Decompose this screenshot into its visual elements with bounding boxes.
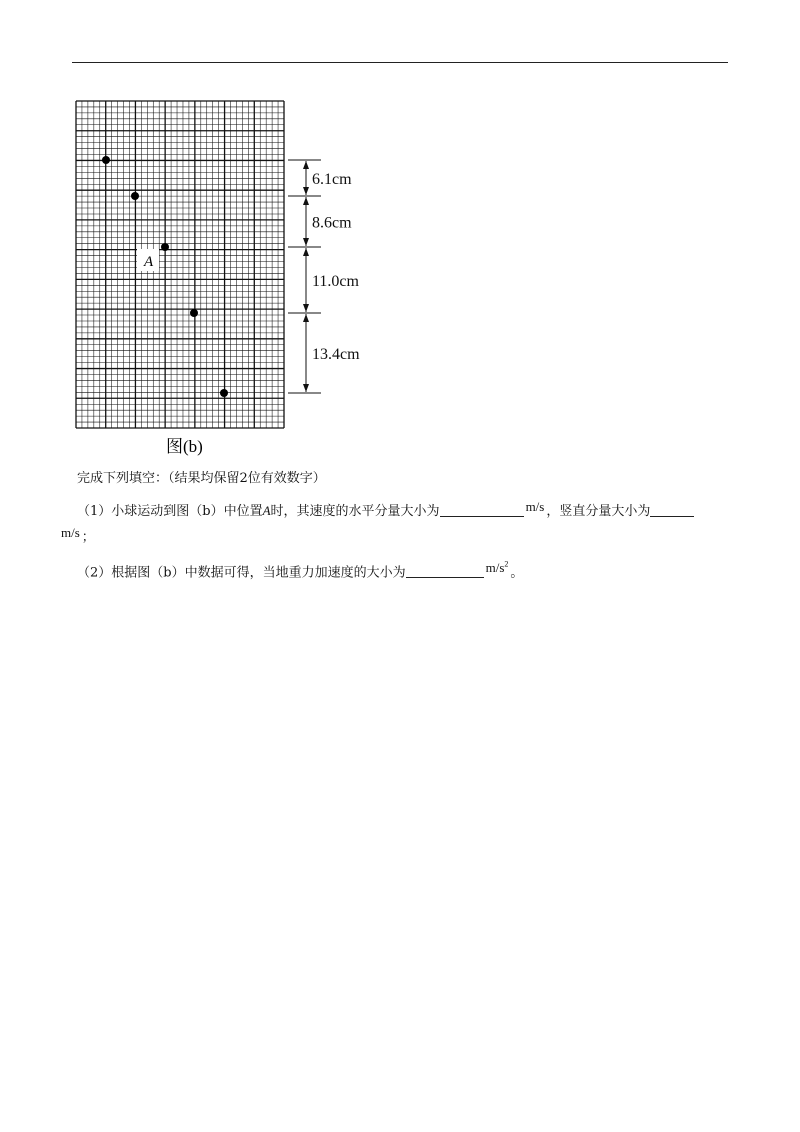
- figure-caption: 图(b): [166, 437, 203, 456]
- q1-end: ；: [81, 530, 95, 545]
- ball-point: [102, 156, 110, 164]
- arrow-down: [303, 304, 309, 312]
- arrow-up: [303, 161, 309, 169]
- ball-point: [161, 243, 169, 251]
- interval-label: 13.4cm: [312, 346, 360, 363]
- q2-unit: $m/s^2$: [485, 560, 509, 576]
- arrow-up: [303, 248, 309, 256]
- question-1: [77, 498, 694, 521]
- arrow-up: [303, 197, 309, 205]
- arrow-down: [303, 238, 309, 246]
- q1-text-3: ，竖直分量大小为: [546, 504, 651, 519]
- q1-text-1: （1）小球运动到图（b）中位置: [77, 504, 263, 519]
- interval-label: 11.0cm: [312, 273, 359, 290]
- ball-point: [131, 192, 139, 200]
- q1-unit-1: m/s: [525, 499, 545, 514]
- q1-unit-2: m/s: [61, 525, 80, 540]
- q2-end: 。: [510, 565, 524, 581]
- arrow-up: [303, 314, 309, 322]
- q2-gravity-blank[interactable]: [406, 563, 484, 578]
- q1-var: A: [262, 503, 271, 518]
- intro-text: 完成下列填空：（结果均保留2位有效数字）: [77, 471, 326, 486]
- point-label-a: A: [144, 254, 154, 270]
- arrow-down: [303, 187, 309, 195]
- q1-text-2: 时，其速度的水平分量大小为: [270, 504, 440, 519]
- q1-vertical-blank[interactable]: [650, 502, 694, 517]
- question-1-cont: [61, 524, 95, 547]
- grid-paper: [76, 101, 284, 428]
- interval-label: 8.6cm: [312, 214, 352, 232]
- instructions: [77, 470, 326, 488]
- interval-dimensions: [288, 160, 360, 393]
- question-2: [77, 556, 523, 582]
- interval-label: 6.1cm: [312, 171, 352, 188]
- arrow-down: [303, 384, 309, 392]
- q1-horizontal-blank[interactable]: [440, 502, 524, 517]
- q2-text-1: （2）根据图（b）中数据可得，当地重力加速度的大小为: [77, 565, 406, 581]
- grid-figure: [0, 0, 800, 470]
- ball-point: [220, 389, 228, 397]
- ball-point: [190, 309, 198, 317]
